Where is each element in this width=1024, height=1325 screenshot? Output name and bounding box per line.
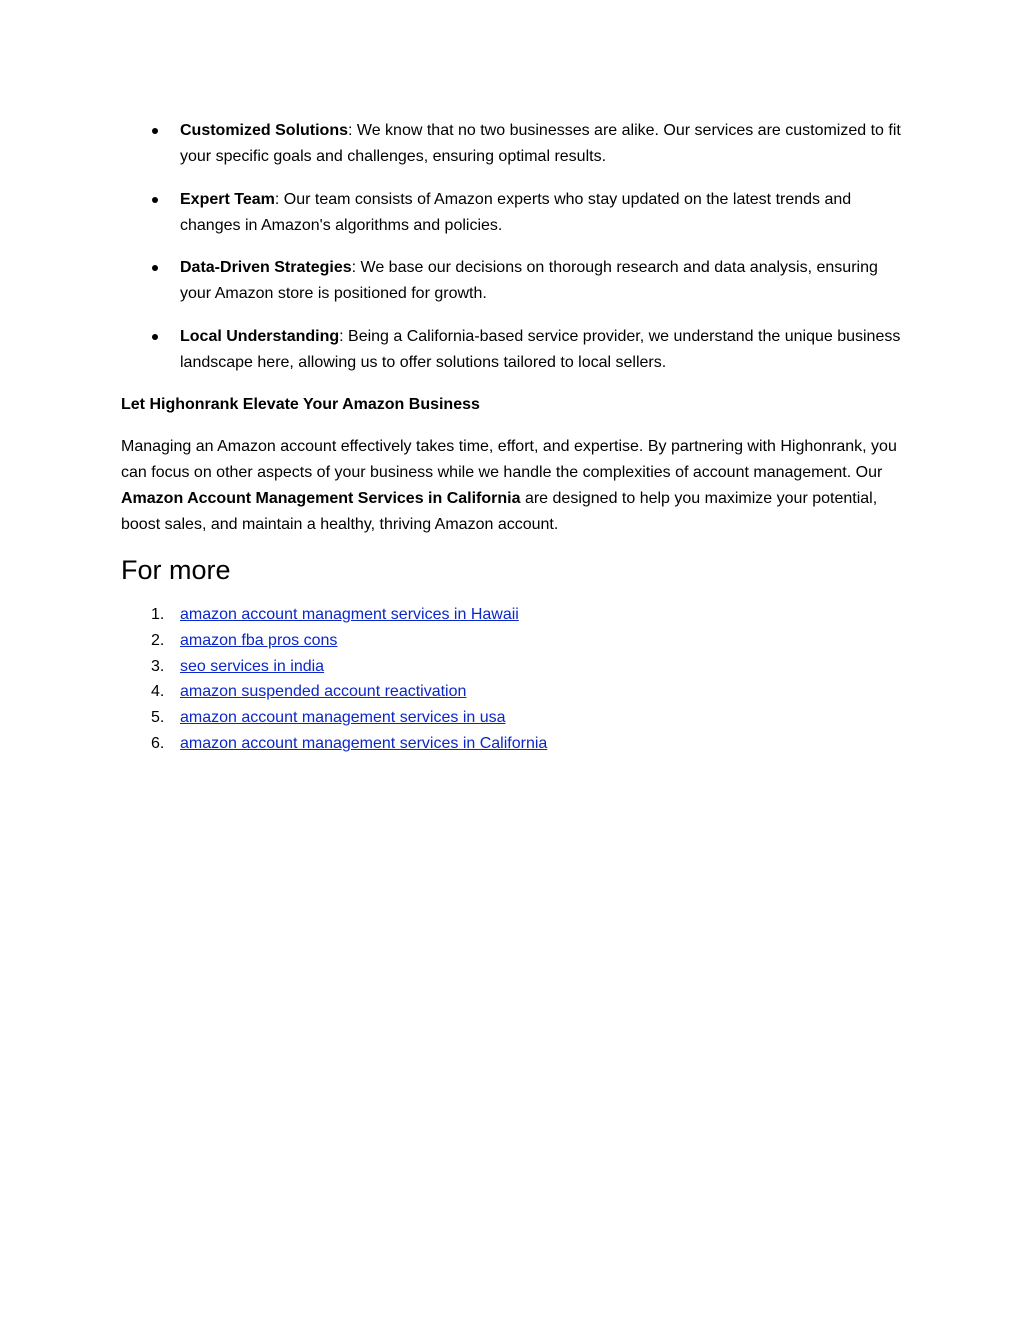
list-number: 6.	[151, 734, 165, 752]
list-number: 3.	[151, 657, 165, 675]
list-item-term: Customized Solutions	[180, 122, 348, 139]
paragraph-text: are designed to help you maximize your potential, boost sales, and maintain a healthy, thriving Amazon account.	[121, 490, 878, 533]
document-page	[121, 118, 911, 757]
related-link[interactable]: seo services in india	[180, 657, 325, 675]
related-links-list	[121, 602, 911, 757]
for-more-heading: For more	[121, 555, 231, 585]
related-link[interactable]: amazon account management services in California	[180, 734, 548, 752]
bullet-icon	[152, 197, 158, 203]
related-link[interactable]: amazon fba pros cons	[180, 631, 338, 649]
list-item-text: : Our team consists of Amazon experts who stay updated on the latest trends and changes in Amazon's algorithms and policies.	[180, 190, 852, 234]
list-item-text: : We base our decisions on thorough research and data analysis, ensuring your Amazon store is positioned for growth.	[180, 259, 878, 302]
section-subheading: Let Highonrank Elevate Your Amazon Business	[121, 396, 480, 413]
bullet-icon	[152, 265, 158, 271]
list-number: 5.	[151, 709, 165, 727]
paragraph-bold-text: Amazon Account Management Services in California	[121, 490, 521, 507]
list-item-term: Data-Driven Strategies	[180, 259, 352, 276]
bullet-icon	[152, 334, 158, 340]
list-item	[121, 628, 911, 654]
list-item	[121, 187, 911, 239]
benefits-list	[121, 118, 911, 376]
list-item	[121, 705, 911, 731]
list-item	[121, 679, 911, 705]
list-item	[121, 654, 911, 680]
list-item	[121, 255, 911, 307]
list-item-text: : Being a California-based service provider, we understand the unique business landscape here, allowing us to offer solutions tailored to local sellers.	[180, 327, 901, 371]
list-item	[121, 731, 911, 757]
related-link[interactable]: amazon account managment services in Hawaii	[180, 606, 519, 623]
list-item	[121, 602, 911, 628]
list-number: 1.	[151, 606, 165, 623]
list-item	[121, 118, 911, 170]
list-item-term: Expert Team	[180, 190, 275, 208]
related-link[interactable]: amazon suspended account reactivation	[180, 683, 467, 701]
paragraph-text: Managing an Amazon account effectively takes time, effort, and expertise. By partnering with Highonrank, you can focus on other aspects of your business while we handle the complexities of account management. Our	[121, 438, 897, 481]
related-link[interactable]: amazon account management services in usa	[180, 709, 506, 727]
body-paragraph	[121, 434, 901, 538]
list-item	[121, 324, 911, 376]
list-item-term: Local Understanding	[180, 327, 340, 345]
bullet-icon	[152, 128, 158, 134]
list-number: 4.	[151, 683, 165, 701]
list-number: 2.	[151, 631, 165, 649]
list-item-text: : We know that no two businesses are alike. Our services are customized to fit your specific goals and challenges, ensuring optimal results.	[180, 122, 901, 165]
